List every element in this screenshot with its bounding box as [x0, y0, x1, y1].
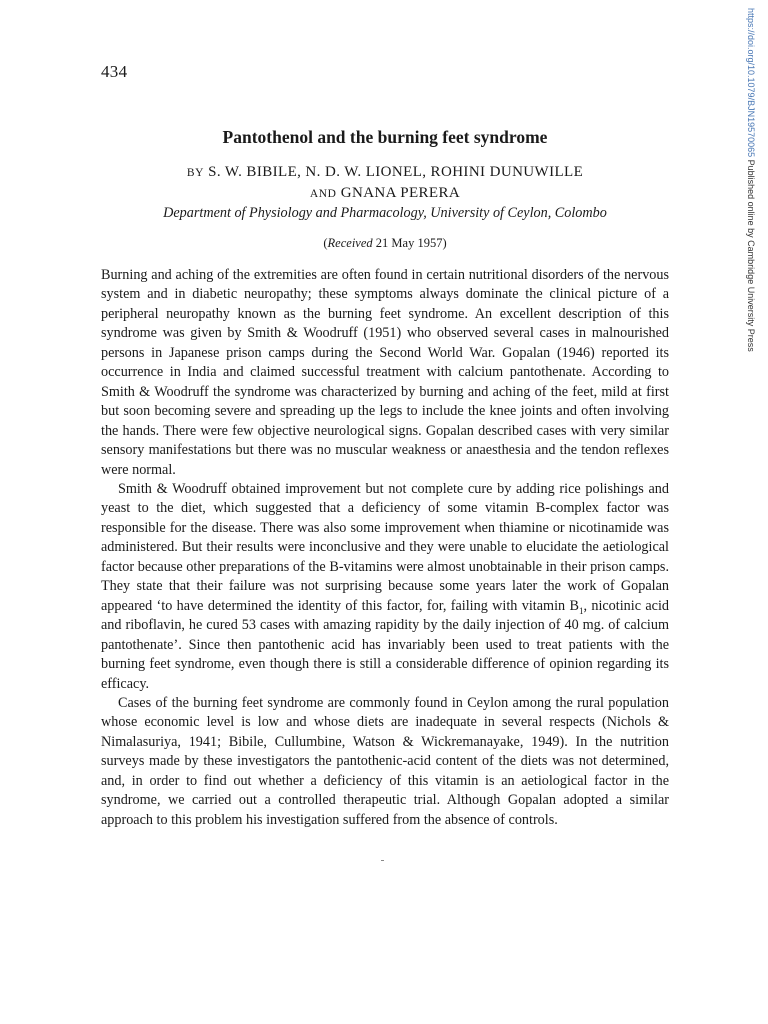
paragraph-1: Burning and aching of the extremities are often found in certain nutritional disorders of the nervous system and in diabetic neuropathy; these symptoms always dominate the clinical picture of a peripheral neuropathy known as the burning feet syndrome. An excellent description of this syndrome was given by Smith & Woodruff (1951) who observed several cases in malnourished persons in Japanese prison camps during the Second World War. Gopalan (1946) reported its occurrence in India and claimed successful treatment with calcium pantothenate. According to Smith & Woodruff the syndrome was characterized by burning and aching of the feet, mild at first but soon becoming severe and spreading up the legs to include the knee joints and often involving the hands. There were few objective neurological signs. Gopalan described cases with very similar sensory manifestations but there was no muscular weakness or anaesthesia and the tendon reflexes were normal.: [101, 267, 669, 478]
side-note: [744, 8, 758, 368]
received-open: (: [323, 236, 328, 250]
author-names-1: S. W. BIBILE, N. D. W. LIONEL, ROHINI DUNUWILLE: [208, 164, 584, 180]
by-prefix: BY: [186, 167, 204, 179]
authors-line-2: [101, 183, 669, 204]
doi-link[interactable]: https://doi.org/10.1079/BJN19570065: [746, 8, 756, 158]
received-date-value: 21 May 1957: [372, 236, 443, 250]
page-number: 434: [101, 62, 128, 81]
and-word: AND: [309, 188, 337, 200]
author-names-2: GNANA PERERA: [340, 185, 461, 201]
paragraph-2: [101, 480, 669, 694]
subscript-1: 1: [578, 605, 584, 616]
authors-line-1: [101, 162, 669, 183]
paragraph-2-part-1: Smith & Woodruff obtained improvement but not complete cure by adding rice polishings and yeast to the diet, which suggested that a deficiency of some vitamin B-complex factor was responsible for the disease. There was also some improvement when thiamine or nicotinamide was administered. But their results were inconclusive and they were unable to elucidate the aetiological factor because other preparations of the B-vitamins were almost unobtainable in their prison camps. They state that their failure was not surprising because some years later the work of Gopalan appeared ‘to have determined the identity of this factor, for, failing with vitamin B: [101, 480, 669, 614]
received-date: [101, 236, 669, 251]
paragraph-3: Cases of the burning feet syndrome are commonly found in Ceylon among the rural population whose economic level is low and whose diets are inadequate in several respects (Nichols & Nimalasuriya, 1941; Bibile, Cullumbine, Watson & Wickremanayake, 1949). In the nutrition surveys made by these investigators the pantothenic-acid content of the diets was not determined, and, in order to find out whether a deficiency of this vitamin is an aetiological factor in the syndrome, we carried out a controlled therapeutic trial. Although Gopalan adopted a similar approach to this problem his investigation suffered from the absence of controls.: [101, 694, 669, 828]
publisher-note: Published online by Cambridge University Press: [746, 157, 756, 352]
received-close: ): [442, 236, 447, 250]
scan-mark: [381, 860, 384, 861]
received-label: Received: [327, 236, 373, 250]
body-text: [101, 266, 669, 830]
paragraph-2-part-2: , nicotinic acid and riboflavin, he cured 53 cases with amazing rapidity by the daily injection of 40 mg. of calcium pantothenate’. Since then pantothenic acid has invariably been used to treat patients with the burning feet syndrome, even though there is still a considerable difference of opinion regarding its efficacy.: [101, 597, 669, 692]
authors: [101, 162, 669, 204]
affiliation: Department of Physiology and Pharmacology, University of Ceylon, Colombo: [163, 205, 607, 221]
article-title: Pantothenol and the burning feet syndrome: [222, 127, 548, 147]
